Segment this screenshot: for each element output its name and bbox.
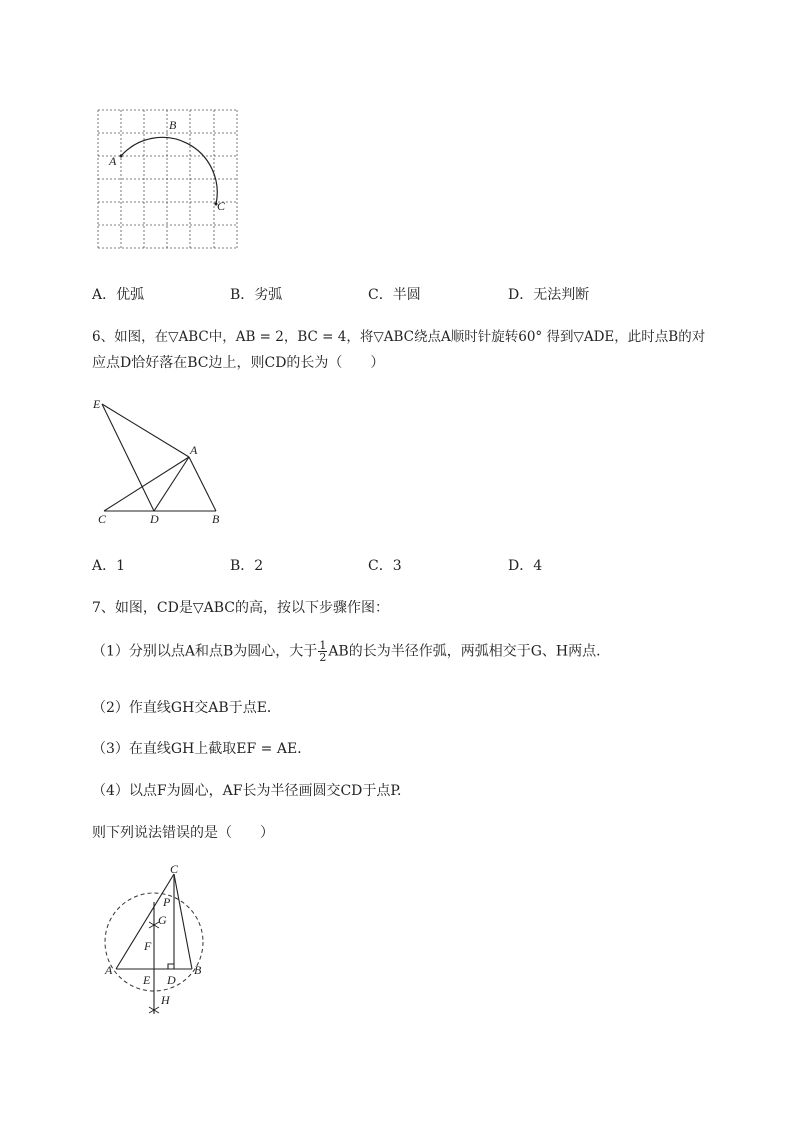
q6-option-a[interactable]: A．1 bbox=[92, 558, 126, 574]
q6-text-line1: 6、如图，在▽ABC中，AB = 2，BC = 4，将▽ABC绕点A顺时针旋转60° 得到▽ADE，此时点B的对 bbox=[92, 329, 706, 345]
fraction-one-half: $\frac{1}{2}$ bbox=[319, 639, 327, 664]
label-e: E bbox=[143, 973, 151, 987]
label-d: D bbox=[167, 973, 176, 987]
label-c: C bbox=[170, 862, 179, 876]
label-b: B bbox=[212, 512, 220, 526]
q7-question: 则下列说法错误的是（ ） bbox=[92, 825, 274, 841]
construction-figure bbox=[98, 862, 218, 1022]
label-g: G bbox=[158, 913, 167, 927]
label-a: A bbox=[105, 963, 113, 977]
q7-step1-pre: （1）分别以点A和点B为圆心，大于 bbox=[92, 643, 318, 660]
q5-option-a[interactable]: A．优弧 bbox=[92, 287, 145, 303]
q7-step4: （4）以点F为圆心，AF长为半径画圆交CD于点P. bbox=[92, 783, 402, 799]
label-e: E bbox=[93, 397, 101, 411]
rotation-figure bbox=[88, 393, 233, 533]
q5-option-b[interactable]: B．劣弧 bbox=[230, 287, 283, 303]
label-c: C bbox=[217, 199, 226, 213]
q7-step1 bbox=[92, 640, 610, 663]
grid-arc-figure bbox=[90, 105, 250, 255]
label-b: B bbox=[169, 118, 177, 132]
q7-step2: （2）作直线GH交AB于点E． bbox=[92, 700, 281, 716]
label-h: H bbox=[161, 993, 170, 1007]
label-c: C bbox=[98, 512, 107, 526]
label-f: F bbox=[144, 939, 152, 953]
label-a: A bbox=[109, 154, 117, 168]
q6-option-c[interactable]: C．3 bbox=[368, 558, 402, 574]
q6-option-b[interactable]: B．2 bbox=[230, 558, 264, 574]
q6-option-d[interactable]: D．4 bbox=[508, 558, 543, 574]
q7-text-line1: 7、如图，CD是▽ABC的高，按以下步骤作图： bbox=[92, 600, 389, 616]
q5-option-d[interactable]: D．无法判断 bbox=[508, 287, 590, 303]
q6-text-line2: 应点D恰好落在BC边上，则CD的长为（ ） bbox=[92, 355, 385, 371]
label-b: B bbox=[194, 963, 202, 977]
label-p: P bbox=[163, 895, 171, 909]
q5-option-c[interactable]: C．半圆 bbox=[368, 287, 421, 303]
q7-step3: （3）在直线GH上截取EF = AE． bbox=[92, 741, 312, 757]
q7-step1-post: AB的长为半径作弧，两弧相交于G、H两点． bbox=[328, 643, 611, 660]
label-a: A bbox=[190, 443, 198, 457]
label-d: D bbox=[150, 512, 159, 526]
arc-abc bbox=[121, 137, 217, 204]
